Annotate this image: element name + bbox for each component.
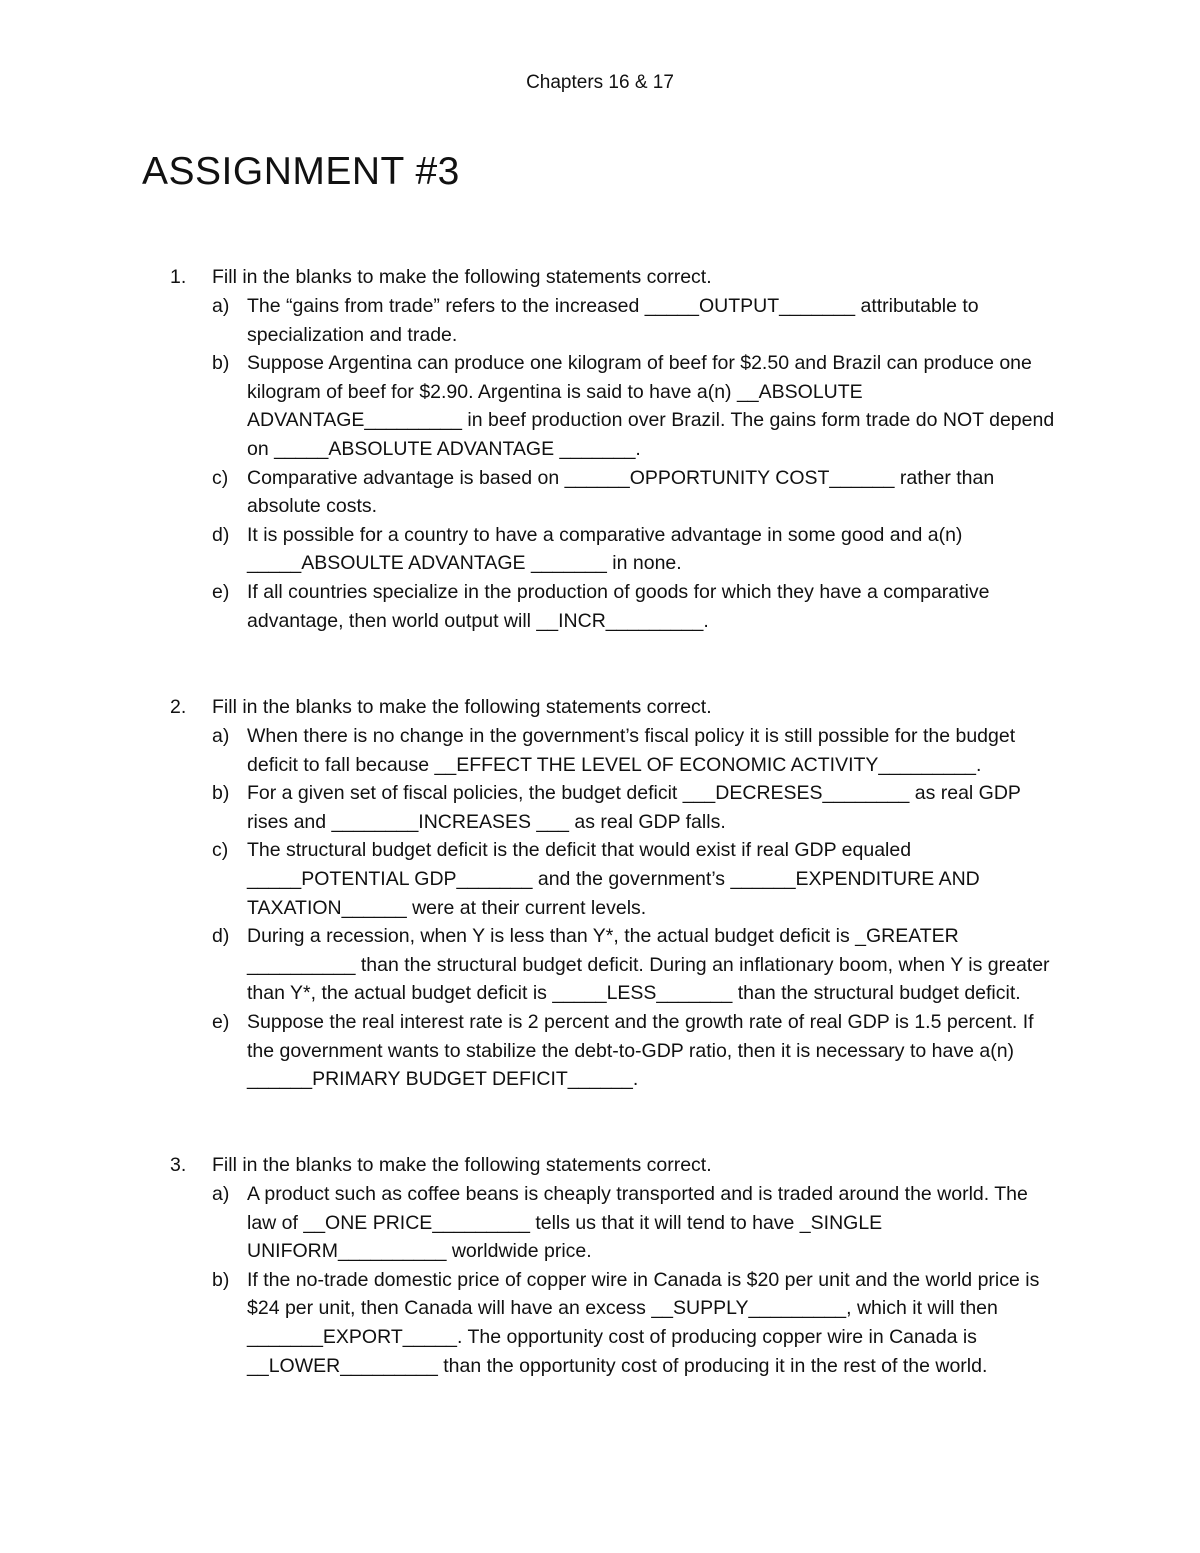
question-header [0, 1151, 1200, 1180]
question-item [0, 1008, 1200, 1094]
question-header [0, 693, 1200, 722]
item-label: b) [212, 1268, 230, 1291]
item-text: During a recession, when Y is less than Y*, the actual budget deficit is _GREATER __________ than the structural budget deficit. During an inflationary boom, when Y is greater than Y*, the actual budget deficit is _____LESS_______ than the structural budget deficit. [247, 925, 1050, 1005]
item-label: a) [212, 1183, 230, 1205]
question-item [0, 722, 1200, 779]
item-text: Comparative advantage is based on ______OPPORTUNITY COST______ rather than absolute costs. [247, 466, 995, 518]
item-text: The “gains from trade” refers to the increased _____OUTPUT_______ attributable to specialization and trade. [247, 295, 979, 346]
question-3 [0, 1151, 1200, 1380]
question-item [0, 292, 1200, 349]
item-label: c) [212, 839, 229, 862]
item-label: b) [212, 782, 230, 805]
question-prompt: Fill in the blanks to make the following statements correct. [212, 696, 712, 718]
item-label: c) [212, 466, 229, 489]
question-prompt: Fill in the blanks to make the following statements correct. [212, 1154, 712, 1176]
question-prompt: Fill in the blanks to make the following statements correct. [212, 266, 712, 288]
item-text: When there is no change in the government’s fiscal policy it is still possible for the budget deficit to fall because __EFFECT THE LEVEL OF ECONOMIC ACTIVITY_________. [247, 725, 1016, 776]
item-text: A product such as coffee beans is cheaply transported and is traded around the world. The law of __ONE PRICE_________ tells us that it will tend to have _SINGLE UNIFORM__________ worldwide price. [247, 1183, 1028, 1263]
item-label: e) [212, 580, 230, 603]
page-header: Chapters 16 & 17 [526, 72, 674, 93]
question-header [0, 263, 1200, 292]
question-1 [0, 263, 1200, 635]
item-text: Suppose Argentina can produce one kilogram of beef for $2.50 and Brazil can produce one kilogram of beef for $2.90. Argentina is said to have a(n) __ABSOLUTE ADVANTAGE_________ in beef production over Brazil. The gains form trade do NOT depend on _____ABSOLUTE ADVANTAGE _______. [247, 352, 1055, 460]
assignment-title: ASSIGNMENT #3 [142, 150, 460, 193]
item-text: Suppose the real interest rate is 2 percent and the growth rate of real GDP is 1.5 percent. If the government wants to stabilize the debt-to-GDP ratio, then it is necessary to have a(n) ______PRIMARY BUDGET DEFICIT______. [247, 1010, 1034, 1091]
item-text: If the no-trade domestic price of copper wire in Canada is $20 per unit and the world price is $24 per unit, then Canada will have an excess __SUPPLY_________, which it will then _______EXPORT_____. The opportunity cost of producing copper wire in Canada is __LOWER_________ than the opportunity cost of producing it in the rest of the world. [247, 1268, 1040, 1377]
item-label: b) [212, 352, 230, 375]
item-label: a) [212, 725, 230, 747]
question-number: 1. [170, 266, 187, 288]
question-item [0, 1180, 1200, 1266]
item-text: If all countries specialize in the production of goods for which they have a comparative advantage, then world output will __INCR_________. [247, 580, 990, 632]
question-item [0, 578, 1200, 635]
question-number: 3. [170, 1154, 187, 1176]
question-item [0, 1266, 1200, 1380]
item-text: It is possible for a country to have a comparative advantage in some good and a(n) _____ABSOULTE ADVANTAGE _______ in none. [247, 523, 963, 575]
question-item [0, 779, 1200, 836]
item-label: d) [212, 925, 230, 948]
item-label: a) [212, 295, 230, 317]
question-number: 2. [170, 696, 187, 718]
question-item [0, 922, 1200, 1008]
item-text: The structural budget deficit is the deficit that would exist if real GDP equaled _____POTENTIAL GDP_______ and the government’s ______EXPENDITURE AND TAXATION______ were at their current levels. [247, 839, 980, 919]
item-label: d) [212, 523, 230, 546]
item-text: For a given set of fiscal policies, the budget deficit ___DECRESES________ as real GDP rises and ________INCREASES ___ as real GDP falls. [247, 782, 1021, 833]
question-item [0, 521, 1200, 578]
item-label: e) [212, 1010, 230, 1033]
question-item [0, 464, 1200, 521]
question-item [0, 836, 1200, 922]
question-2 [0, 693, 1200, 1094]
question-item [0, 349, 1200, 463]
